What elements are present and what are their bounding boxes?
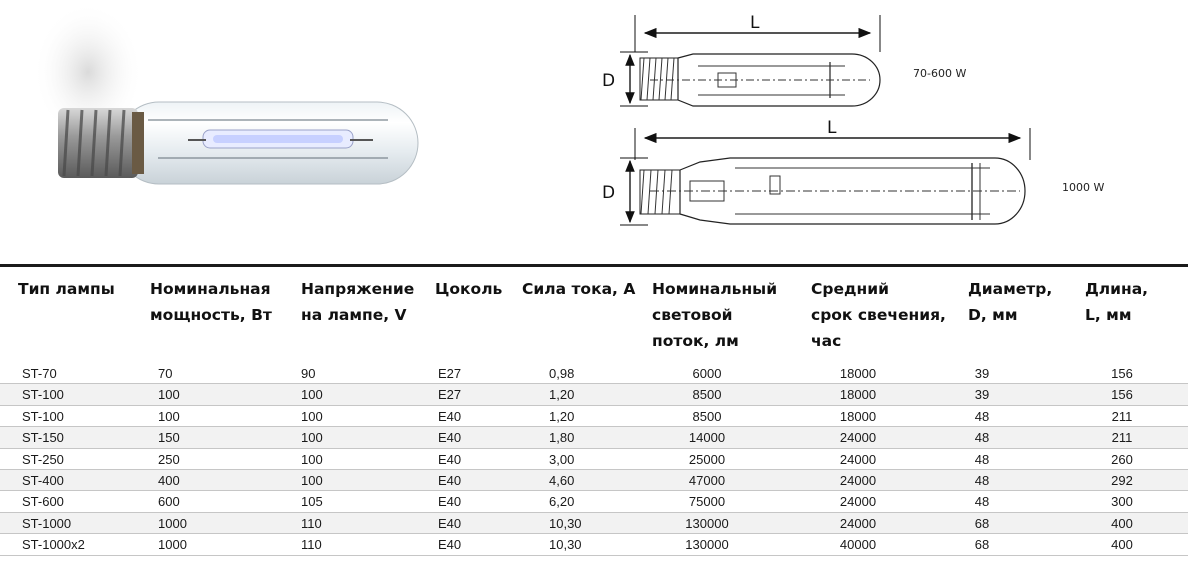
header-base: Цоколь xyxy=(435,280,503,298)
cell-length: 211 xyxy=(1111,430,1133,446)
cell-power: 100 xyxy=(158,387,180,403)
cell-service-life: 24000 xyxy=(839,430,877,446)
lamp-photo xyxy=(28,2,428,232)
cell-current: 1,80 xyxy=(549,430,575,446)
cell-lamp-type: ST-100 xyxy=(22,387,64,403)
dimension-drawings xyxy=(590,0,1050,240)
cell-luminous-flux: 14000 xyxy=(688,430,726,446)
cell-base: E40 xyxy=(438,430,462,446)
large-D-label: D xyxy=(602,183,616,203)
cell-diameter: 39 xyxy=(974,366,990,381)
cell-voltage: 90 xyxy=(301,366,316,381)
small-lamp-wattage-label: 70-600 W xyxy=(913,67,967,80)
cell-base: E40 xyxy=(438,473,462,488)
cell-current: 4,60 xyxy=(549,473,575,488)
cell-luminous-flux: 75000 xyxy=(688,494,726,510)
cell-diameter: 48 xyxy=(974,451,990,467)
small-D-label: D xyxy=(602,71,616,91)
cell-power: 600 xyxy=(158,494,180,510)
cell-service-life: 24000 xyxy=(839,515,877,531)
header-diameter: Диаметр, D, мм xyxy=(968,280,1053,324)
cell-diameter: 48 xyxy=(974,473,990,488)
table-row xyxy=(0,513,1188,534)
cell-voltage: 100 xyxy=(301,430,323,446)
cell-length: 260 xyxy=(1111,451,1133,467)
cell-base: E40 xyxy=(438,515,462,531)
cell-base: E40 xyxy=(438,451,462,467)
table-row xyxy=(0,449,1188,470)
table-row xyxy=(0,384,1188,405)
cell-luminous-flux: 25000 xyxy=(688,451,726,467)
cell-service-life: 18000 xyxy=(839,387,877,403)
cell-length: 292 xyxy=(1111,473,1133,488)
table-row xyxy=(0,363,1188,384)
cell-service-life: 40000 xyxy=(839,537,877,553)
cell-current: 1,20 xyxy=(549,387,575,403)
cell-power: 400 xyxy=(158,473,180,488)
cell-voltage: 105 xyxy=(301,494,323,510)
cell-lamp-type: ST-400 xyxy=(22,473,64,488)
header-lamp-type: Тип лампы xyxy=(18,280,115,298)
cell-current: 10,30 xyxy=(549,515,582,531)
cell-luminous-flux: 130000 xyxy=(685,537,729,553)
cell-power: 250 xyxy=(158,451,180,467)
cell-service-life: 18000 xyxy=(839,408,877,424)
cell-base: E40 xyxy=(438,494,462,510)
cell-current: 1,20 xyxy=(549,408,575,424)
cell-current: 10,30 xyxy=(549,537,582,553)
cell-base: E40 xyxy=(438,408,462,424)
header-luminous-flux: Номинальный световой поток, лм xyxy=(652,280,778,350)
cell-luminous-flux: 130000 xyxy=(685,515,729,531)
cell-power: 150 xyxy=(158,430,180,446)
cell-voltage: 110 xyxy=(301,537,322,553)
cell-lamp-type: ST-1000x2 xyxy=(22,537,85,553)
cell-luminous-flux: 8500 xyxy=(692,408,722,424)
cell-diameter: 48 xyxy=(974,430,990,446)
cell-diameter: 48 xyxy=(974,408,990,424)
large-lamp-drawing xyxy=(602,118,1030,225)
cell-length: 400 xyxy=(1111,515,1133,531)
header-voltage: Напряжение на лампе, V xyxy=(301,280,415,324)
cell-voltage: 100 xyxy=(301,387,323,403)
cell-length: 156 xyxy=(1111,366,1133,381)
cell-power: 1000 xyxy=(158,537,187,553)
table-top-rule xyxy=(0,264,1188,267)
illustration-area xyxy=(0,0,1188,262)
cell-current: 3,00 xyxy=(549,451,575,467)
cell-diameter: 68 xyxy=(974,537,990,553)
cell-current: 6,20 xyxy=(549,494,575,510)
cell-diameter: 48 xyxy=(974,494,990,510)
cell-luminous-flux: 6000 xyxy=(692,366,722,381)
cell-lamp-type: ST-100 xyxy=(22,408,64,424)
cell-lamp-type: ST-1000 xyxy=(22,515,72,531)
table-row xyxy=(0,427,1188,448)
cell-base: E40 xyxy=(438,537,462,553)
cell-lamp-type: ST-250 xyxy=(22,451,64,467)
table-row xyxy=(0,534,1188,555)
cell-luminous-flux: 8500 xyxy=(692,387,722,403)
header-current: Сила тока, А xyxy=(522,280,636,298)
table-row xyxy=(0,470,1188,491)
cell-lamp-type: ST-150 xyxy=(22,430,64,446)
cell-diameter: 68 xyxy=(974,515,990,531)
cell-length: 300 xyxy=(1111,494,1133,510)
cell-voltage: 100 xyxy=(301,473,323,488)
header-service-life: Средний срок свечения, час xyxy=(811,280,946,350)
cell-current: 0,98 xyxy=(549,366,575,381)
cell-base: E27 xyxy=(438,366,462,381)
cell-service-life: 24000 xyxy=(839,473,877,488)
cell-length: 211 xyxy=(1111,408,1133,424)
small-L-label: L xyxy=(750,13,760,33)
cell-luminous-flux: 47000 xyxy=(688,473,726,488)
table-row xyxy=(0,406,1188,427)
cell-base: E27 xyxy=(438,387,462,403)
cell-service-life: 24000 xyxy=(839,494,877,510)
cell-lamp-type: ST-70 xyxy=(22,366,57,381)
cell-diameter: 39 xyxy=(974,387,990,403)
cell-voltage: 110 xyxy=(301,515,322,531)
cell-voltage: 100 xyxy=(301,408,323,424)
cell-service-life: 24000 xyxy=(839,451,877,467)
cell-lamp-type: ST-600 xyxy=(22,494,64,510)
large-L-label: L xyxy=(827,118,837,138)
cell-power: 100 xyxy=(158,408,180,424)
cell-power: 1000 xyxy=(158,515,187,531)
small-lamp-drawing xyxy=(602,13,880,106)
spec-table xyxy=(0,264,1188,576)
header-length: Длина, L, мм xyxy=(1085,280,1149,324)
cell-power: 70 xyxy=(158,366,173,381)
cell-service-life: 18000 xyxy=(839,366,877,381)
cell-length: 400 xyxy=(1111,537,1133,553)
cell-voltage: 100 xyxy=(301,451,323,467)
cell-length: 156 xyxy=(1111,387,1133,403)
table-row xyxy=(0,491,1188,512)
header-power: Номинальная мощность, Вт xyxy=(150,280,272,324)
large-lamp-wattage-label: 1000 W xyxy=(1062,181,1105,194)
